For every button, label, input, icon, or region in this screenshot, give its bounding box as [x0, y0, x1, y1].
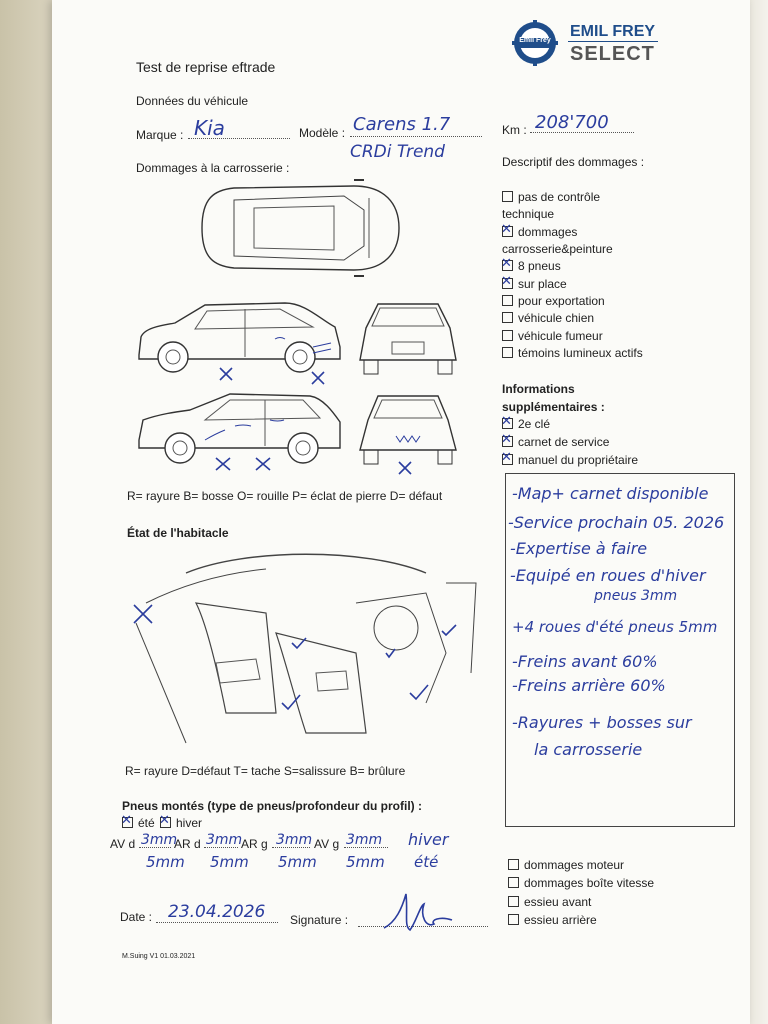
note-line: -Map+ carnet disponible — [512, 484, 709, 503]
other-damage-boite[interactable]: dommages boîte vitesse — [508, 876, 654, 890]
checkbox[interactable] — [502, 278, 513, 289]
vehicle-section: Données du véhicule — [136, 94, 249, 108]
extra-item-manuel[interactable]: ✕manuel du propriétaire — [502, 453, 638, 467]
damage-item-carrosserie[interactable]: ✕dommages — [502, 225, 577, 239]
tire-av-d-label: AV d — [110, 837, 136, 851]
damage-item-carrosserie-2: carrosserie&peinture — [502, 242, 613, 256]
checkbox[interactable] — [502, 454, 513, 465]
note-line: pneus 3mm — [594, 588, 678, 604]
modele-label: Modèle : — [299, 126, 346, 140]
tire-ar-g-value: 3mm — [276, 832, 313, 848]
damage-marks — [52, 350, 452, 550]
tire-row2-ar-d: 5mm — [210, 853, 249, 871]
note-line: -Service prochain 05. 2026 — [508, 513, 725, 532]
note-line: la carrosserie — [534, 740, 643, 759]
checkbox[interactable] — [502, 226, 513, 237]
other-damage-essieu-avant[interactable]: essieu avant — [508, 895, 591, 909]
tire-av-g-label: AV g — [314, 837, 340, 851]
extra-item-carnet[interactable]: ✕carnet de service — [502, 435, 609, 449]
damage-item-temoins[interactable]: témoins lumineux actifs — [502, 346, 643, 360]
tire-ar-d-value: 3mm — [206, 832, 243, 848]
tire-row2-av-g: 5mm — [346, 853, 385, 871]
body-damage-section: Dommages à la carrosserie : — [136, 161, 290, 175]
inspection-form — [52, 0, 750, 1024]
damage-item-8-pneus[interactable]: ✕8 pneus — [502, 259, 561, 273]
tire-type-ete[interactable]: ✕été — [122, 816, 155, 830]
modele-value-2: CRDi Trend — [350, 142, 445, 162]
tire-ar-d-label: AR d — [174, 837, 201, 851]
tire-av-d-value: 3mm — [141, 832, 178, 848]
brand-logo — [512, 20, 692, 68]
note-line: -Freins arrière 60% — [512, 676, 666, 695]
brand-line1: EMIL FREY — [570, 23, 656, 40]
checkbox[interactable] — [508, 877, 519, 888]
signature-mark — [370, 886, 460, 936]
note-line: -Rayures + bosses sur — [512, 713, 692, 732]
checkbox[interactable] — [502, 347, 513, 358]
note-line: -Freins avant 60% — [512, 652, 658, 671]
damage-item-controle[interactable]: pas de contrôle — [502, 190, 600, 204]
date-label: Date : — [120, 910, 153, 924]
checkbox[interactable] — [502, 330, 513, 341]
tire-row2-ar-g: 5mm — [278, 853, 317, 871]
checkbox[interactable] — [122, 817, 133, 828]
page-title: Test de reprise eftrade — [136, 59, 276, 75]
km-label: Km : — [502, 123, 527, 137]
other-damage-essieu-arriere[interactable]: essieu arrière — [508, 913, 597, 927]
interior-legend: R= rayure D=défaut T= tache S=salissure B= brûlure — [125, 764, 406, 778]
tire-row1-type: hiver — [408, 830, 449, 849]
form-version: M.Suing V1 01.03.2021 — [122, 953, 196, 960]
checkbox[interactable] — [508, 914, 519, 925]
tire-type-hiver[interactable]: ✕ hiver — [160, 816, 202, 830]
note-line: -Equipé en roues d'hiver — [510, 566, 706, 585]
damage-item-exportation[interactable]: pour exportation — [502, 294, 605, 308]
checkbox[interactable] — [502, 260, 513, 271]
checkbox[interactable] — [502, 312, 513, 323]
extra-info-section-2: supplémentaires : — [502, 400, 605, 414]
interior-section: État de l'habitacle — [127, 526, 229, 540]
car-interior-diagram — [126, 543, 478, 753]
note-line: +4 roues d'été pneus 5mm — [512, 618, 718, 636]
marque-value: Kia — [194, 116, 225, 140]
damage-item-controle-2: technique — [502, 207, 555, 221]
date-value: 23.04.2026 — [168, 902, 266, 922]
brand-small: Emil Frey — [519, 37, 551, 44]
checkbox[interactable] — [502, 418, 513, 429]
brand-line2: SELECT — [570, 43, 655, 65]
checkbox[interactable] — [502, 295, 513, 306]
marque-label: Marque : — [136, 128, 184, 142]
tire-row2-type: été — [414, 853, 439, 871]
body-damage-legend: R= rayure B= bosse O= rouille P= éclat de pierre D= défaut — [127, 489, 443, 503]
checkbox[interactable] — [502, 436, 513, 447]
tire-ar-g-label: AR g — [241, 837, 268, 851]
signature-label: Signature : — [290, 913, 349, 927]
damage-item-sur-place[interactable]: ✕sur place — [502, 277, 567, 291]
note-line: -Expertise à faire — [510, 539, 648, 558]
km-value: 208'700 — [535, 112, 609, 133]
table-surface-left — [0, 0, 60, 1024]
car-top-view — [194, 178, 404, 278]
extra-info-section: Informations — [502, 382, 575, 396]
tire-av-g-value: 3mm — [346, 832, 383, 848]
damage-item-fumeur[interactable]: véhicule fumeur — [502, 329, 603, 343]
modele-value: Carens 1.7 — [353, 114, 451, 135]
damage-desc-section: Descriptif des dommages : — [502, 155, 645, 169]
tire-row2-av-d: 5mm — [146, 853, 185, 871]
checkbox[interactable] — [508, 859, 519, 870]
other-damage-moteur[interactable]: dommages moteur — [508, 858, 624, 872]
extra-item-cle[interactable]: ✕2e clé — [502, 417, 550, 431]
tires-section: Pneus montés (type de pneus/profondeur du profil) : — [122, 799, 423, 813]
checkbox[interactable] — [160, 817, 171, 828]
checkbox[interactable] — [508, 896, 519, 907]
checkbox[interactable] — [502, 191, 513, 202]
damage-item-chien[interactable]: véhicule chien — [502, 311, 594, 325]
